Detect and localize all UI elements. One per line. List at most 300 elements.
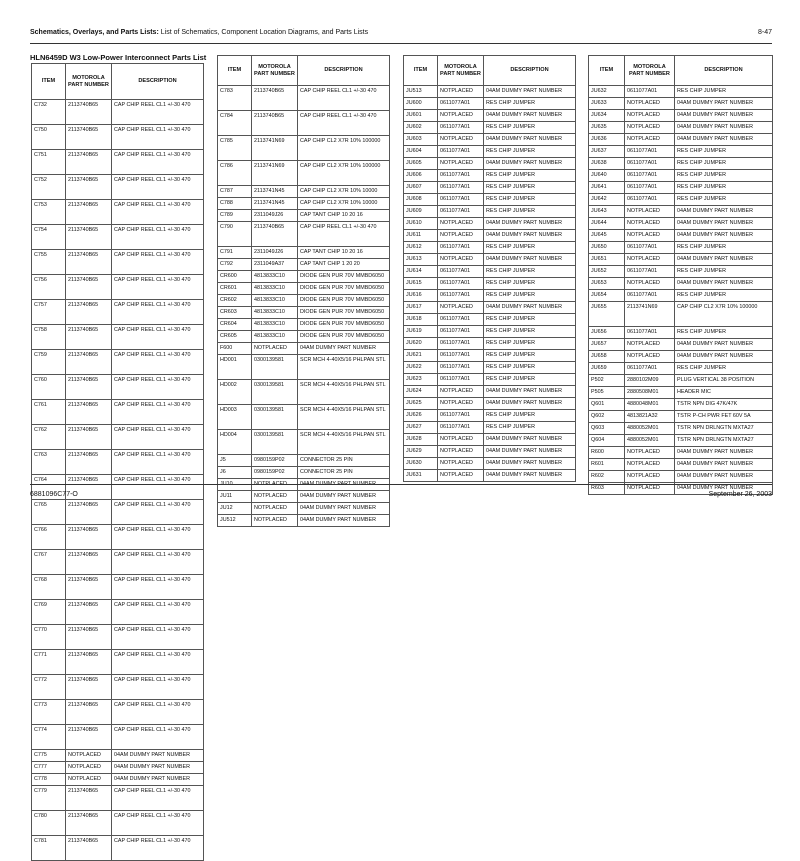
item-cell: JU630 bbox=[404, 458, 438, 470]
description-cell: RES CHIP JUMPER bbox=[484, 170, 576, 182]
parts-table-1 bbox=[31, 63, 204, 861]
table-row bbox=[32, 774, 204, 786]
description-cell: CAP CHIP REEL CL1 +/-30 470 bbox=[112, 500, 204, 525]
table-row bbox=[32, 325, 204, 350]
description-cell: CONNECTOR 25 PIN bbox=[298, 455, 390, 467]
part-number-cell: 0611077A01 bbox=[625, 158, 675, 170]
table-row bbox=[404, 326, 576, 338]
item-cell: JU655 bbox=[589, 302, 625, 327]
table-row bbox=[589, 327, 773, 339]
parts-table-2 bbox=[217, 55, 390, 527]
part-number-cell: 2113740B65 bbox=[66, 175, 112, 200]
item-cell: JU618 bbox=[404, 314, 438, 326]
table-row bbox=[32, 375, 204, 400]
description-cell: 04AM DUMMY PART NUMBER bbox=[484, 386, 576, 398]
col-desc-header: DESCRIPTION bbox=[484, 56, 576, 86]
description-cell: 04AM DUMMY PART NUMBER bbox=[675, 110, 773, 122]
part-number-cell: 0611077A01 bbox=[438, 278, 484, 290]
table-row bbox=[32, 550, 204, 575]
item-cell: JU626 bbox=[404, 410, 438, 422]
part-number-cell: 4813833C10 bbox=[252, 295, 298, 307]
description-cell: CAP CHIP REEL CL1 +/-30 470 bbox=[112, 150, 204, 175]
table-row bbox=[218, 271, 390, 283]
description-cell: RES CHIP JUMPER bbox=[675, 182, 773, 194]
description-cell: CAP CHIP REEL CL1 +/-30 470 bbox=[298, 111, 390, 136]
table-row bbox=[589, 435, 773, 447]
part-number-cell: 0611077A01 bbox=[438, 350, 484, 362]
description-cell: RES CHIP JUMPER bbox=[675, 242, 773, 254]
description-cell: RES CHIP JUMPER bbox=[484, 206, 576, 218]
part-number-cell: 2113740B65 bbox=[66, 725, 112, 750]
table-row bbox=[32, 350, 204, 375]
item-cell: CR605 bbox=[218, 331, 252, 343]
description-cell: TSTR NPN DRLNGTN MXTA27 bbox=[675, 435, 773, 447]
part-number-cell: 2311049J26 bbox=[252, 247, 298, 259]
item-cell: C789 bbox=[218, 210, 252, 222]
table-row bbox=[404, 446, 576, 458]
part-number-cell: NOTPLACED bbox=[625, 134, 675, 146]
table-row bbox=[589, 98, 773, 110]
part-number-cell: 2311049A37 bbox=[252, 259, 298, 271]
part-number-cell: 4813833C10 bbox=[252, 319, 298, 331]
item-cell: JU619 bbox=[404, 326, 438, 338]
item-cell: C791 bbox=[218, 247, 252, 259]
table-row bbox=[404, 338, 576, 350]
description-cell: DIODE GEN PUR 70V MMBD6050 bbox=[298, 283, 390, 295]
description-cell: CAP TANT CHIP 10 20 16 bbox=[298, 210, 390, 222]
item-cell: JU641 bbox=[589, 182, 625, 194]
part-number-cell: NOTPLACED bbox=[438, 86, 484, 98]
item-cell: JU645 bbox=[589, 230, 625, 242]
description-cell: CAP CHIP REEL CL1 +/-30 470 bbox=[112, 575, 204, 600]
part-number-cell: 2113741N69 bbox=[252, 161, 298, 186]
description-cell: 04AM DUMMY PART NUMBER bbox=[675, 459, 773, 471]
item-cell: JU600 bbox=[404, 98, 438, 110]
item-cell: C786 bbox=[218, 161, 252, 186]
description-cell: CAP CHIP REEL CL1 +/-30 470 bbox=[112, 200, 204, 225]
description-cell: CAP CHIP REEL CL1 +/-30 470 bbox=[112, 725, 204, 750]
part-number-cell: 0611077A01 bbox=[438, 266, 484, 278]
description-cell: 04AM DUMMY PART NUMBER bbox=[675, 122, 773, 134]
description-cell: 04AM DUMMY PART NUMBER bbox=[484, 446, 576, 458]
part-number-cell: 2113740B65 bbox=[252, 222, 298, 247]
item-cell: C783 bbox=[218, 86, 252, 111]
description-cell: DIODE GEN PUR 70V MMBD6050 bbox=[298, 295, 390, 307]
table-row bbox=[589, 218, 773, 230]
item-cell: C759 bbox=[32, 350, 66, 375]
item-cell: C772 bbox=[32, 675, 66, 700]
table-row bbox=[404, 98, 576, 110]
item-cell: Q604 bbox=[589, 435, 625, 447]
table-row bbox=[32, 836, 204, 861]
header-subtitle: List of Schematics, Component Location Diagrams, and Parts Lists bbox=[158, 29, 369, 36]
item-cell: JU643 bbox=[589, 206, 625, 218]
table-row bbox=[218, 515, 390, 527]
table-row bbox=[589, 351, 773, 363]
table-row bbox=[32, 225, 204, 250]
table-row bbox=[218, 111, 390, 136]
description-cell: DIODE GEN PUR 70V MMBD6050 bbox=[298, 307, 390, 319]
item-cell: JU10 bbox=[218, 479, 252, 491]
part-number-cell: 0611077A01 bbox=[438, 146, 484, 158]
item-cell: JU605 bbox=[404, 158, 438, 170]
part-number-cell: 2113740B65 bbox=[66, 400, 112, 425]
table-row bbox=[32, 450, 204, 475]
item-cell: JU659 bbox=[589, 363, 625, 375]
table-row bbox=[218, 491, 390, 503]
part-number-cell: NOTPLACED bbox=[625, 122, 675, 134]
item-cell: JU616 bbox=[404, 290, 438, 302]
col-part-header: MOTOROLA PART NUMBER bbox=[66, 64, 112, 100]
description-cell: RES CHIP JUMPER bbox=[484, 410, 576, 422]
description-cell: 04AM DUMMY PART NUMBER bbox=[484, 230, 576, 242]
header-section: Schematics, Overlays, and Parts Lists: bbox=[30, 29, 159, 36]
description-cell: RES CHIP JUMPER bbox=[484, 290, 576, 302]
header-title bbox=[30, 29, 368, 36]
item-cell: C761 bbox=[32, 400, 66, 425]
description-cell: RES CHIP JUMPER bbox=[484, 98, 576, 110]
item-cell: JU607 bbox=[404, 182, 438, 194]
description-cell: RES CHIP JUMPER bbox=[484, 266, 576, 278]
item-cell: Q603 bbox=[589, 423, 625, 435]
item-cell: JU650 bbox=[589, 242, 625, 254]
item-cell: JU615 bbox=[404, 278, 438, 290]
table-row bbox=[589, 206, 773, 218]
part-number-cell: 0611077A01 bbox=[625, 242, 675, 254]
description-cell: CAP CHIP REEL CL1 +/-30 470 bbox=[112, 811, 204, 836]
part-number-cell: 2113740B65 bbox=[66, 100, 112, 125]
description-cell: RES CHIP JUMPER bbox=[484, 338, 576, 350]
table-row bbox=[589, 447, 773, 459]
description-cell: RES CHIP JUMPER bbox=[484, 326, 576, 338]
description-cell: CAP CHIP REEL CL1 +/-30 470 bbox=[112, 600, 204, 625]
table-row bbox=[589, 122, 773, 134]
description-cell: CAP CHIP REEL CL1 +/-30 470 bbox=[112, 425, 204, 450]
table-row bbox=[218, 86, 390, 111]
table-row bbox=[589, 146, 773, 158]
table-row bbox=[404, 458, 576, 470]
description-cell: 04AM DUMMY PART NUMBER bbox=[675, 230, 773, 242]
part-number-cell: 2113740B65 bbox=[66, 811, 112, 836]
table-row bbox=[589, 459, 773, 471]
item-cell: C787 bbox=[218, 186, 252, 198]
part-number-cell: 2880102M09 bbox=[625, 375, 675, 387]
table-row bbox=[218, 161, 390, 186]
item-cell: JU601 bbox=[404, 110, 438, 122]
part-number-cell: 2113740B65 bbox=[66, 475, 112, 500]
item-cell: JU629 bbox=[404, 446, 438, 458]
part-number-cell: NOTPLACED bbox=[625, 110, 675, 122]
page-number: 8-47 bbox=[757, 29, 772, 36]
part-number-cell: NOTPLACED bbox=[252, 343, 298, 355]
part-number-cell: 2113740B65 bbox=[66, 200, 112, 225]
description-cell: 04AM DUMMY PART NUMBER bbox=[675, 471, 773, 483]
item-cell: JU621 bbox=[404, 350, 438, 362]
item-cell: C775 bbox=[32, 750, 66, 762]
part-number-cell: NOTPLACED bbox=[438, 458, 484, 470]
part-number-cell: 2113740B65 bbox=[66, 425, 112, 450]
part-number-cell: 2113740B65 bbox=[66, 625, 112, 650]
item-cell: C755 bbox=[32, 250, 66, 275]
item-cell: F600 bbox=[218, 343, 252, 355]
table-row bbox=[404, 302, 576, 314]
part-number-cell: NOTPLACED bbox=[625, 471, 675, 483]
item-cell: JU608 bbox=[404, 194, 438, 206]
description-cell: RES CHIP JUMPER bbox=[484, 146, 576, 158]
description-cell: CAP CHIP REEL CL1 +/-30 470 bbox=[112, 400, 204, 425]
table-row bbox=[404, 86, 576, 98]
table-row bbox=[32, 575, 204, 600]
table-row bbox=[218, 295, 390, 307]
item-cell: C764 bbox=[32, 475, 66, 500]
item-cell: C758 bbox=[32, 325, 66, 350]
part-number-cell: 0611077A01 bbox=[438, 410, 484, 422]
item-cell: JU612 bbox=[404, 242, 438, 254]
part-number-cell: NOTPLACED bbox=[625, 254, 675, 266]
description-cell: RES CHIP JUMPER bbox=[484, 278, 576, 290]
item-cell: R600 bbox=[589, 447, 625, 459]
table-row bbox=[404, 266, 576, 278]
item-cell: JU656 bbox=[589, 327, 625, 339]
item-cell: JU622 bbox=[404, 362, 438, 374]
item-cell: JU638 bbox=[589, 158, 625, 170]
table-row bbox=[589, 375, 773, 387]
part-number-cell: NOTPLACED bbox=[438, 302, 484, 314]
table-row bbox=[589, 423, 773, 435]
part-number-cell: 4813833C10 bbox=[252, 283, 298, 295]
table-row bbox=[32, 762, 204, 774]
description-cell: CAP CHIP REEL CL1 +/-30 470 bbox=[112, 350, 204, 375]
table-row bbox=[589, 158, 773, 170]
item-cell: JU642 bbox=[589, 194, 625, 206]
part-number-cell: 0611077A01 bbox=[438, 374, 484, 386]
part-number-cell: 0980159P02 bbox=[252, 455, 298, 467]
table-row bbox=[32, 100, 204, 125]
item-cell: P505 bbox=[589, 387, 625, 399]
description-cell: 04AM DUMMY PART NUMBER bbox=[675, 134, 773, 146]
part-number-cell: 0611077A01 bbox=[438, 242, 484, 254]
item-cell: JU602 bbox=[404, 122, 438, 134]
part-number-cell: 0611077A01 bbox=[625, 363, 675, 375]
part-number-cell: NOTPLACED bbox=[625, 483, 675, 495]
table-row bbox=[404, 350, 576, 362]
description-cell: 04AM DUMMY PART NUMBER bbox=[484, 458, 576, 470]
item-cell: C774 bbox=[32, 725, 66, 750]
table-row bbox=[404, 182, 576, 194]
item-cell: JU657 bbox=[589, 339, 625, 351]
description-cell: DIODE GEN PUR 70V MMBD6050 bbox=[298, 319, 390, 331]
item-cell: C751 bbox=[32, 150, 66, 175]
item-cell: C765 bbox=[32, 500, 66, 525]
description-cell: RES CHIP JUMPER bbox=[484, 422, 576, 434]
item-cell: JU651 bbox=[589, 254, 625, 266]
table-row bbox=[218, 503, 390, 515]
description-cell: CAP TANT CHIP 10 20 16 bbox=[298, 247, 390, 259]
part-number-cell: NOTPLACED bbox=[438, 110, 484, 122]
part-number-cell: 0980159P02 bbox=[252, 467, 298, 479]
item-cell: C766 bbox=[32, 525, 66, 550]
parts-table-3 bbox=[403, 55, 576, 482]
description-cell: CONNECTOR 25 PIN bbox=[298, 467, 390, 479]
item-cell: CR600 bbox=[218, 271, 252, 283]
part-number-cell: 2311049J26 bbox=[252, 210, 298, 222]
part-number-cell: 2113740B65 bbox=[66, 675, 112, 700]
item-cell: JU603 bbox=[404, 134, 438, 146]
part-number-cell: 0300139581 bbox=[252, 380, 298, 405]
part-number-cell: 0611077A01 bbox=[438, 122, 484, 134]
part-number-cell: 4880052M01 bbox=[625, 423, 675, 435]
part-number-cell: 0611077A01 bbox=[438, 422, 484, 434]
description-cell: 04AM DUMMY PART NUMBER bbox=[112, 774, 204, 786]
description-cell: TSTR NPN DIG 47K/47K bbox=[675, 399, 773, 411]
part-number-cell: 0611077A01 bbox=[438, 206, 484, 218]
description-cell: RES CHIP JUMPER bbox=[484, 194, 576, 206]
publication-date: September 26, 2003 bbox=[708, 491, 772, 498]
part-number-cell: 0611077A01 bbox=[625, 266, 675, 278]
part-number-cell: NOTPLACED bbox=[625, 459, 675, 471]
item-cell: C769 bbox=[32, 600, 66, 625]
item-cell: C753 bbox=[32, 200, 66, 225]
description-cell: 04AM DUMMY PART NUMBER bbox=[675, 351, 773, 363]
item-cell: C785 bbox=[218, 136, 252, 161]
part-number-cell: 2113740B65 bbox=[66, 300, 112, 325]
description-cell: 04AM DUMMY PART NUMBER bbox=[484, 134, 576, 146]
table-row bbox=[589, 399, 773, 411]
item-cell: JU628 bbox=[404, 434, 438, 446]
table-row bbox=[404, 230, 576, 242]
table-row bbox=[218, 198, 390, 210]
table-row bbox=[218, 343, 390, 355]
description-cell: 04AM DUMMY PART NUMBER bbox=[298, 515, 390, 527]
item-cell: JU604 bbox=[404, 146, 438, 158]
part-number-cell: 2113741N69 bbox=[625, 302, 675, 327]
item-cell: R602 bbox=[589, 471, 625, 483]
table-row bbox=[32, 786, 204, 811]
description-cell: PLUG VERTICAL 38 POSITION bbox=[675, 375, 773, 387]
table-row bbox=[589, 290, 773, 302]
table-row bbox=[404, 254, 576, 266]
part-number-cell: NOTPLACED bbox=[252, 479, 298, 491]
description-cell: CAP CHIP CL2 X7R 10% 100000 bbox=[298, 161, 390, 186]
part-number-cell: 0611077A01 bbox=[625, 327, 675, 339]
table-row bbox=[404, 110, 576, 122]
part-number-cell: 2113740B65 bbox=[66, 350, 112, 375]
col-part-header: MOTOROLA PART NUMBER bbox=[625, 56, 675, 86]
part-number-cell: 2113740B65 bbox=[252, 86, 298, 111]
table-row bbox=[32, 625, 204, 650]
item-cell: JU644 bbox=[589, 218, 625, 230]
item-cell: C788 bbox=[218, 198, 252, 210]
description-cell: CAP CHIP REEL CL1 +/-30 470 bbox=[112, 250, 204, 275]
part-number-cell: 2113740B65 bbox=[252, 111, 298, 136]
item-cell: JU653 bbox=[589, 278, 625, 290]
table-row bbox=[218, 210, 390, 222]
table-row bbox=[404, 374, 576, 386]
item-cell: Q601 bbox=[589, 399, 625, 411]
item-cell: C768 bbox=[32, 575, 66, 600]
table-row bbox=[404, 194, 576, 206]
item-cell: R603 bbox=[589, 483, 625, 495]
table-row bbox=[404, 278, 576, 290]
item-cell: C770 bbox=[32, 625, 66, 650]
table-row bbox=[32, 250, 204, 275]
part-number-cell: 2113740B65 bbox=[66, 525, 112, 550]
part-number-cell: 2113740B65 bbox=[66, 500, 112, 525]
table-row bbox=[218, 259, 390, 271]
part-number-cell: 2113740B65 bbox=[66, 325, 112, 350]
description-cell: RES CHIP JUMPER bbox=[675, 266, 773, 278]
table-row bbox=[218, 136, 390, 161]
table-row bbox=[218, 307, 390, 319]
item-cell: JU11 bbox=[218, 491, 252, 503]
item-cell: JU606 bbox=[404, 170, 438, 182]
item-cell: HD001 bbox=[218, 355, 252, 380]
description-cell: RES CHIP JUMPER bbox=[484, 182, 576, 194]
table-row bbox=[32, 125, 204, 150]
col-part-header: MOTOROLA PART NUMBER bbox=[438, 56, 484, 86]
part-number-cell: NOTPLACED bbox=[438, 218, 484, 230]
description-cell: 04AM DUMMY PART NUMBER bbox=[675, 483, 773, 495]
table-row bbox=[589, 363, 773, 375]
part-number-cell: 0300139581 bbox=[252, 405, 298, 430]
description-cell: RES CHIP JUMPER bbox=[484, 314, 576, 326]
description-cell: RES CHIP JUMPER bbox=[675, 194, 773, 206]
description-cell: 04AM DUMMY PART NUMBER bbox=[298, 491, 390, 503]
table-row bbox=[32, 200, 204, 225]
part-number-cell: NOTPLACED bbox=[625, 98, 675, 110]
description-cell: 04AM DUMMY PART NUMBER bbox=[675, 339, 773, 351]
description-cell: RES CHIP JUMPER bbox=[484, 374, 576, 386]
description-cell: TSTR P-CH PWR FET 60V 5A bbox=[675, 411, 773, 423]
description-cell: CAP CHIP REEL CL1 +/-30 470 bbox=[112, 786, 204, 811]
table-row bbox=[218, 186, 390, 198]
table-row bbox=[32, 300, 204, 325]
description-cell: SCR MCH 4-40X5/16 PHLPAN STL bbox=[298, 405, 390, 430]
table-row bbox=[404, 410, 576, 422]
part-number-cell: 4813833C10 bbox=[252, 271, 298, 283]
part-number-cell: 2113740B65 bbox=[66, 375, 112, 400]
item-cell: JU631 bbox=[404, 470, 438, 482]
col-item-header: ITEM bbox=[218, 56, 252, 86]
description-cell: CAP CHIP REEL CL1 +/-30 470 bbox=[112, 625, 204, 650]
col-item-header: ITEM bbox=[32, 64, 66, 100]
part-number-cell: 0611077A01 bbox=[438, 170, 484, 182]
part-number-cell: 2113740B65 bbox=[66, 836, 112, 861]
table-row bbox=[404, 422, 576, 434]
item-cell: JU624 bbox=[404, 386, 438, 398]
table-row bbox=[404, 242, 576, 254]
part-number-cell: 0611077A01 bbox=[438, 338, 484, 350]
part-number-cell: 0611077A01 bbox=[438, 362, 484, 374]
part-number-cell: 2113740B65 bbox=[66, 600, 112, 625]
col-desc-header: DESCRIPTION bbox=[298, 56, 390, 86]
description-cell: 04AM DUMMY PART NUMBER bbox=[484, 86, 576, 98]
table-row bbox=[32, 725, 204, 750]
part-number-cell: NOTPLACED bbox=[625, 230, 675, 242]
table-row bbox=[218, 319, 390, 331]
table-row bbox=[404, 146, 576, 158]
part-number-cell: NOTPLACED bbox=[66, 774, 112, 786]
description-cell: CAP CHIP REEL CL1 +/-30 470 bbox=[112, 225, 204, 250]
item-cell: C750 bbox=[32, 125, 66, 150]
description-cell: SCR MCH 4-40X5/16 PHLPAN STL bbox=[298, 380, 390, 405]
description-cell: 04AM DUMMY PART NUMBER bbox=[112, 750, 204, 762]
col-item-header: ITEM bbox=[589, 56, 625, 86]
table-row bbox=[218, 380, 390, 405]
description-cell: TSTR NPN DRLNGTN MXTA27 bbox=[675, 423, 773, 435]
description-cell: RES CHIP JUMPER bbox=[675, 86, 773, 98]
item-cell: CR602 bbox=[218, 295, 252, 307]
